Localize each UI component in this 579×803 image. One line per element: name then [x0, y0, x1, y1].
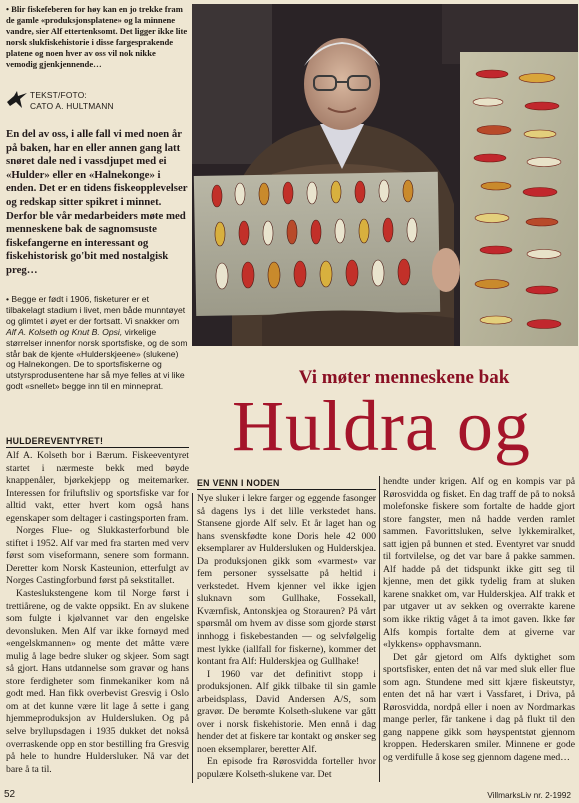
- col3-paragraph: hendte under krigen. Alf og en kompis var på Rørosvidda og fisket. En dag traff de på to nokså molefonske fiskere som fortalte de hadde gjort store fangster, men nå hadde verden ramlet sammen. Favorittsluken, selve lykkemiralket, satt igjen på bunnen et sted. Eventyret var snudd til fortvilelse, og det var bare å pakke sammen. Alf hadde på det tidspunkt ikke gitt seg til kjenne, men det gikk tydelig fram at sluken karene snakket om, var Hulderskjea. Alf trakk et par utgaver ut av sekken og overrakte karene som ikke riktig våget å ta imot gaven. Ikke før Alfs kompis fortalte dem at giverne var «lykkens» opphavsmann.: [383, 476, 575, 651]
- byline: [6, 90, 188, 120]
- col3-paragraph: Det går gjetord om Alfs dyktighet som sportsfisker, enten det nå var med sluk eller flue som agn. Stundene med sitt kjære fiskeutstyr, enten det nå har vært i Vassfaret, i Driva, på Rørosvidda, nordpå eller i noen av Nordmarkas mange perler, får tankene i dag på flukt til den gang nappene gikk som høyspentstøt gjennom kroppen. Hederskaren smiler. Minnene er gode og verdifulle å kose seg gjennom dagene med…: [383, 651, 575, 764]
- column-divider: [192, 493, 193, 783]
- col1-paragraph: Kasteslukstengene kom til Norge først i trettiårene, og de vakte oppsikt. En av slukene som fulgte i kjølvannet var den engelske devonsluken. Men Alf var ikke fornøyd med «engelskmannen» og mente det måtte være mulig å lage bedre sluker og skjeer. Som sagt så gjort. Hans utdannelse som gravør og hans store ferdigheter som finmekaniker kom nå godt med. Han fikk overbevist Gresvig i Oslo om at det kunne være lit lage å sette i gang hjemmeproduksjon av Huldersluken. Og på selve bryllupsdagen i 1935 dukket det nokså overraskende opp en stor bestilling fra Gresvig på hele to hundre Huldersluker. Nå var det bare å ta til.: [6, 588, 189, 775]
- column-1: [6, 450, 189, 776]
- col2-paragraph: En episode fra Rørosvidda forteller hvor populære Kolseth-slukene var. Det: [197, 756, 376, 781]
- lure-board-right: [460, 52, 578, 346]
- lead-paragraph: En del av oss, i alle fall vi med noen år på baken, har en eller annen gang latt snøret dale ned i vassdjupet med ei «Hulder» eller en «Halnekonge» i enden. Det er en tidens fiskeopplevelser og redskap sitter spikret i minnet. Derfor ble vår medarbeiders møte med menneskene bak de sagnomsuste fiskefangerne en interessant og fiskehistorisk go'bit med nostalgisk preg…: [6, 128, 188, 276]
- intro-teaser: • Blir fiskefeberen for høy kan en jo trekke fram de gamle «produksjonsplatene» og la minnene vandre, sier Alf ettertenksomt. Det ligger ikke lite norsk slukfiskehistorie i disse fargesprakende platene og noen hver av oss vil nok nikke vemodig gjenkjennende…: [6, 4, 188, 69]
- section-heading-hulder: HULDEREVENTYRET!: [6, 436, 189, 448]
- column-divider: [379, 476, 380, 782]
- column-3: [383, 476, 575, 765]
- article-photo: [192, 4, 578, 346]
- section-heading-venn: EN VENN I NODEN: [197, 478, 376, 490]
- lure-board-left: [194, 172, 460, 316]
- photo-illustration: [192, 4, 578, 346]
- photo-caption: [6, 294, 189, 392]
- col2-paragraph: I 1960 var det definitivt stopp i produksjonen. Alf gikk tilbake til sin gamle arbeidsplass, David Andersen A/S, som gravør. De berømte Kolseth-slukene var gått over i norsk fiskehistorie. Men ennå i dag hender det at fiskere tar kontakt og ønsker seg noen eksemplarer, beretter Alf.: [197, 668, 376, 755]
- col2-paragraph: Nye sluker i lekre farger og eggende fasonger så dagens lys i det lille verkstedet hans. Stansene gjorde Alf selv. Et år laget han og hans svenskfødte kone Doris hele 42 000 eksemplarer av Huldersluken og Hulderskjea. Da produksjonen gikk som «varmest» var fem personer sysselsatte på heltid i verkstedet. Hvem kjenner vel ikke igjen sluknavn som Gullhake, Fossekall, Kværnfisk, Antonskjea og Storauren? På vårt spørsmål om hvem av disse som gjorde størst innhogg i fiskebestanden — og selvfølgelig mest lykke (iallfall for fiskerne), kommer det kontant fra Alf: Hulderskjea og Gullhake!: [197, 493, 376, 668]
- col1-paragraph: Norges Flue- og Slukkasterforbund ble stiftet i 1952. Alf var med fra starten med verv først som viseformann, senere som formann. Deretter kom Norsk Kasteunion, etterfulgt av Norges Castingforbund først på sekstitallet.: [6, 525, 189, 587]
- publication-info: VillmarksLiv nr. 2-1992: [487, 790, 571, 800]
- caption-text: • Begge er født i 1906, fisketurer er et tilbakelagt stadium i livet, men både munntøyet og glimtet i øyet er der fortsatt. Vi snakker om: [6, 294, 186, 326]
- caption-rest: virkelige størrelser innenfor norsk sportsfiske, og de som står bak de kjente «Hulderskjeene» (slukene) og Halnekongen. De to sportsfiskerne og utstyrsprodusentene har så mye felles at vi like godt «snellet» begge inn til en minneprat.: [6, 326, 188, 392]
- column-2: [197, 493, 376, 782]
- headline: Huldra og: [232, 386, 531, 466]
- kicker: Vi møter menneskene bak: [298, 367, 510, 388]
- page-number: 52: [4, 789, 16, 800]
- byline-label: TEKST/FOTO:: [30, 90, 87, 100]
- col1-paragraph: Alf A. Kolseth bor i Bærum. Fiskeeventyret startet i nærmeste bekk med bøyde knappenåler, bjørkekjepp og meitemarker. Interessen for friluftsliv og sportsfiske var for alltid vakt, etter hvert kom også hans egenskaper som deltager i castingsporten fram.: [6, 450, 189, 524]
- bird-logo-icon: [6, 90, 28, 110]
- caption-names: Alf A. Kolseth og Knut B. Opsi,: [6, 326, 123, 337]
- byline-author: CATO A. HULTMANN: [30, 101, 114, 111]
